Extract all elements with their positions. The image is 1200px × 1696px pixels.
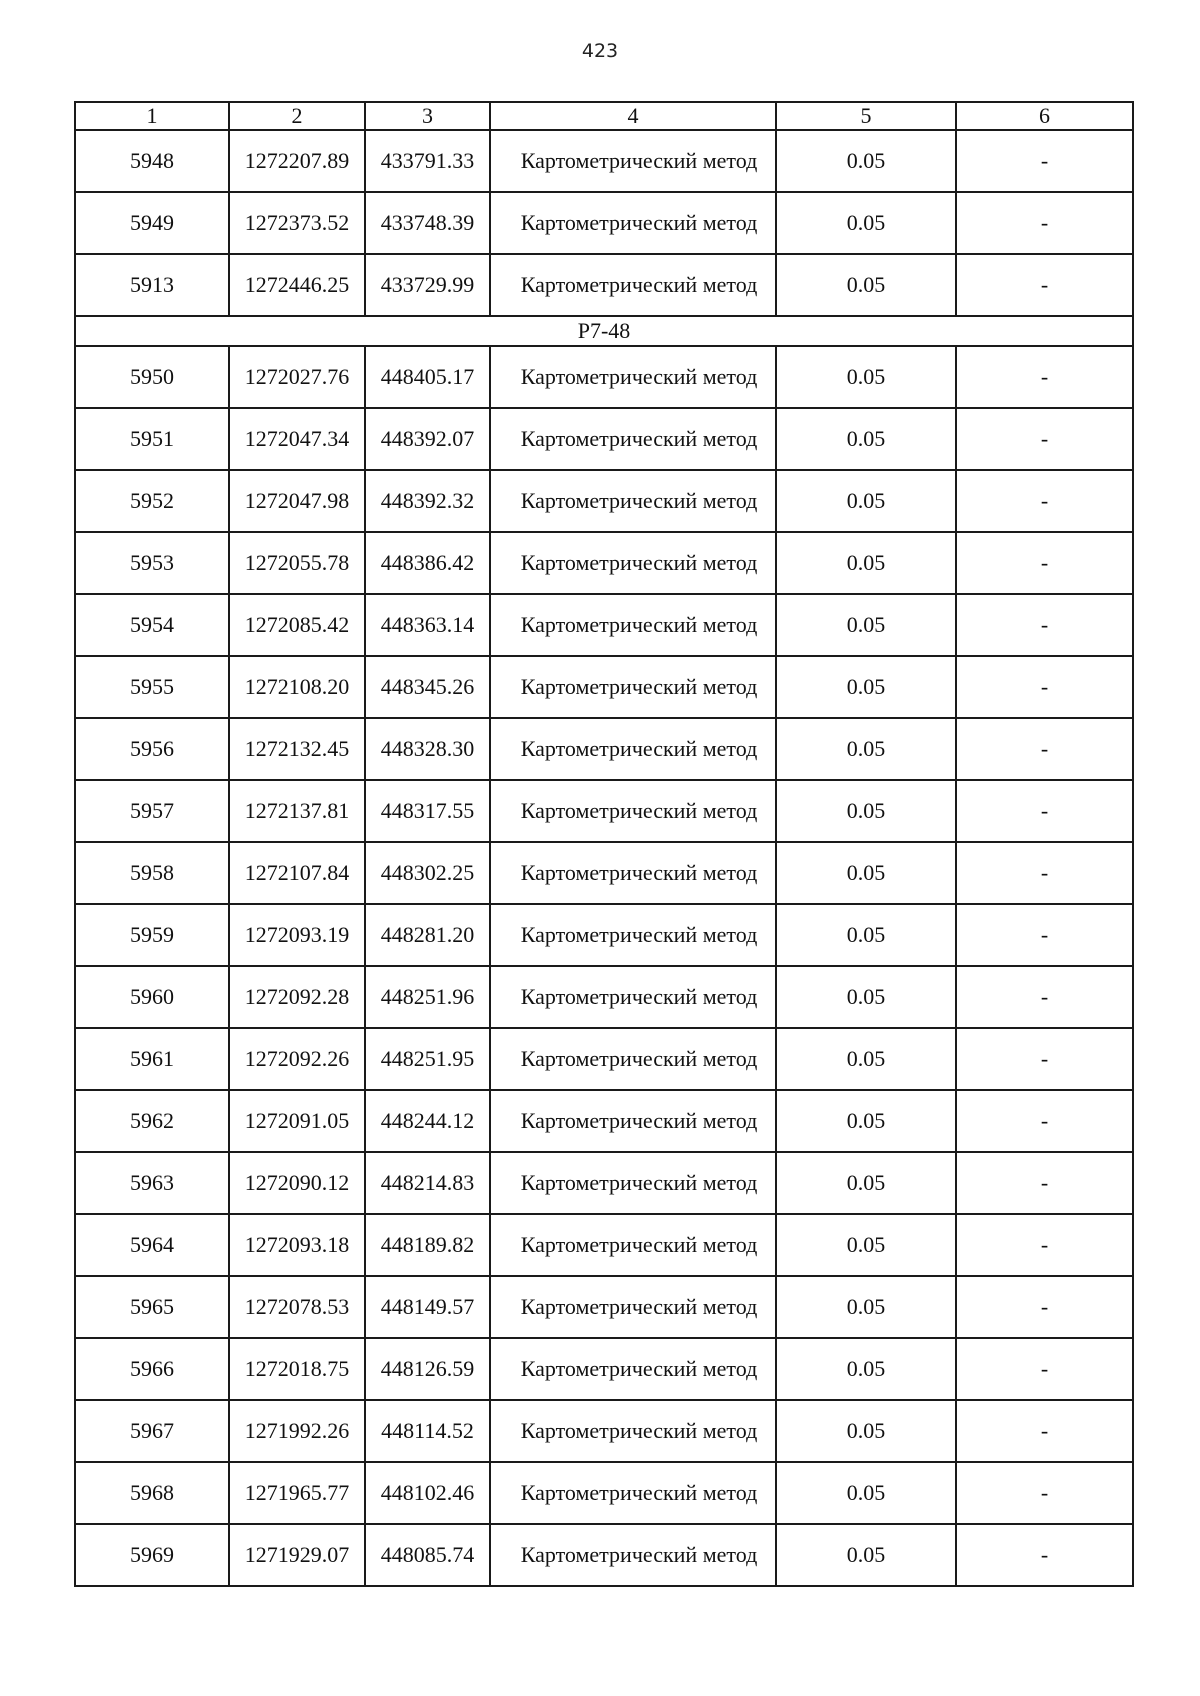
method-cell: Картометрический метод (490, 1152, 776, 1214)
x-coordinate-cell: 1272018.75 (229, 1338, 365, 1400)
x-coordinate-cell: 1272090.12 (229, 1152, 365, 1214)
point-number-cell: 5960 (75, 966, 229, 1028)
accuracy-cell: 0.05 (776, 1214, 956, 1276)
y-coordinate-cell: 448363.14 (365, 594, 490, 656)
note-cell: - (956, 656, 1133, 718)
y-coordinate-cell: 448302.25 (365, 842, 490, 904)
y-coordinate-cell: 448126.59 (365, 1338, 490, 1400)
note-cell: - (956, 842, 1133, 904)
table-row (75, 1152, 1133, 1214)
table-row (75, 1028, 1133, 1090)
x-coordinate-cell: 1272092.28 (229, 966, 365, 1028)
point-number-cell: 5954 (75, 594, 229, 656)
y-coordinate-cell: 448214.83 (365, 1152, 490, 1214)
y-coordinate-cell: 448281.20 (365, 904, 490, 966)
method-cell: Картометрический метод (490, 1462, 776, 1524)
table-row (75, 470, 1133, 532)
method-cell: Картометрический метод (490, 408, 776, 470)
note-cell: - (956, 966, 1133, 1028)
note-cell: - (956, 594, 1133, 656)
point-number-cell: 5965 (75, 1276, 229, 1338)
y-coordinate-cell: 433729.99 (365, 254, 490, 316)
note-cell: - (956, 780, 1133, 842)
table-row (75, 656, 1133, 718)
column-header: 1 (75, 102, 229, 130)
column-header: 2 (229, 102, 365, 130)
note-cell: - (956, 1338, 1133, 1400)
note-cell: - (956, 192, 1133, 254)
table-body (75, 130, 1133, 1586)
accuracy-cell: 0.05 (776, 130, 956, 192)
coordinates-table (74, 101, 1134, 1587)
accuracy-cell: 0.05 (776, 1090, 956, 1152)
x-coordinate-cell: 1272092.26 (229, 1028, 365, 1090)
point-number-cell: 5968 (75, 1462, 229, 1524)
section-title: Р7-48 (75, 316, 1133, 346)
accuracy-cell: 0.05 (776, 1028, 956, 1090)
note-cell: - (956, 346, 1133, 408)
column-header: 3 (365, 102, 490, 130)
y-coordinate-cell: 448189.82 (365, 1214, 490, 1276)
table-row (75, 408, 1133, 470)
note-cell: - (956, 718, 1133, 780)
table-row (75, 1276, 1133, 1338)
x-coordinate-cell: 1272027.76 (229, 346, 365, 408)
note-cell: - (956, 1214, 1133, 1276)
method-cell: Картометрический метод (490, 532, 776, 594)
column-header: 6 (956, 102, 1133, 130)
accuracy-cell: 0.05 (776, 718, 956, 780)
accuracy-cell: 0.05 (776, 532, 956, 594)
point-number-cell: 5967 (75, 1400, 229, 1462)
accuracy-cell: 0.05 (776, 1276, 956, 1338)
method-cell: Картометрический метод (490, 470, 776, 532)
point-number-cell: 5951 (75, 408, 229, 470)
point-number-cell: 5958 (75, 842, 229, 904)
y-coordinate-cell: 448405.17 (365, 346, 490, 408)
table-row (75, 780, 1133, 842)
note-cell: - (956, 1028, 1133, 1090)
point-number-cell: 5948 (75, 130, 229, 192)
accuracy-cell: 0.05 (776, 842, 956, 904)
accuracy-cell: 0.05 (776, 192, 956, 254)
method-cell: Картометрический метод (490, 130, 776, 192)
method-cell: Картометрический метод (490, 1028, 776, 1090)
point-number-cell: 5963 (75, 1152, 229, 1214)
y-coordinate-cell: 433748.39 (365, 192, 490, 254)
accuracy-cell: 0.05 (776, 1524, 956, 1586)
x-coordinate-cell: 1272047.34 (229, 408, 365, 470)
note-cell: - (956, 1090, 1133, 1152)
table-row (75, 1400, 1133, 1462)
point-number-cell: 5961 (75, 1028, 229, 1090)
method-cell: Картометрический метод (490, 1338, 776, 1400)
table-row (75, 1090, 1133, 1152)
accuracy-cell: 0.05 (776, 1462, 956, 1524)
method-cell: Картометрический метод (490, 656, 776, 718)
y-coordinate-cell: 448392.32 (365, 470, 490, 532)
method-cell: Картометрический метод (490, 254, 776, 316)
point-number-cell: 5964 (75, 1214, 229, 1276)
note-cell: - (956, 532, 1133, 594)
table-header-row (75, 102, 1133, 130)
column-header: 4 (490, 102, 776, 130)
accuracy-cell: 0.05 (776, 1400, 956, 1462)
point-number-cell: 5962 (75, 1090, 229, 1152)
accuracy-cell: 0.05 (776, 1152, 956, 1214)
table-row (75, 130, 1133, 192)
method-cell: Картометрический метод (490, 1090, 776, 1152)
x-coordinate-cell: 1272093.18 (229, 1214, 365, 1276)
point-number-cell: 5952 (75, 470, 229, 532)
point-number-cell: 5913 (75, 254, 229, 316)
method-cell: Картометрический метод (490, 780, 776, 842)
note-cell: - (956, 904, 1133, 966)
point-number-cell: 5956 (75, 718, 229, 780)
method-cell: Картометрический метод (490, 1214, 776, 1276)
table-row (75, 718, 1133, 780)
table-row (75, 842, 1133, 904)
method-cell: Картометрический метод (490, 1276, 776, 1338)
method-cell: Картометрический метод (490, 718, 776, 780)
y-coordinate-cell: 448114.52 (365, 1400, 490, 1462)
note-cell: - (956, 1400, 1133, 1462)
section-title-row (75, 316, 1133, 346)
table-row (75, 904, 1133, 966)
x-coordinate-cell: 1272207.89 (229, 130, 365, 192)
page-number: 423 (581, 40, 619, 62)
table-row (75, 594, 1133, 656)
y-coordinate-cell: 448244.12 (365, 1090, 490, 1152)
x-coordinate-cell: 1272055.78 (229, 532, 365, 594)
y-coordinate-cell: 448345.26 (365, 656, 490, 718)
table-row (75, 1462, 1133, 1524)
x-coordinate-cell: 1272093.19 (229, 904, 365, 966)
point-number-cell: 5969 (75, 1524, 229, 1586)
note-cell: - (956, 408, 1133, 470)
note-cell: - (956, 1276, 1133, 1338)
y-coordinate-cell: 448251.95 (365, 1028, 490, 1090)
x-coordinate-cell: 1272085.42 (229, 594, 365, 656)
point-number-cell: 5953 (75, 532, 229, 594)
method-cell: Картометрический метод (490, 966, 776, 1028)
note-cell: - (956, 254, 1133, 316)
point-number-cell: 5966 (75, 1338, 229, 1400)
x-coordinate-cell: 1271992.26 (229, 1400, 365, 1462)
accuracy-cell: 0.05 (776, 470, 956, 532)
accuracy-cell: 0.05 (776, 966, 956, 1028)
point-number-cell: 5957 (75, 780, 229, 842)
note-cell: - (956, 1462, 1133, 1524)
x-coordinate-cell: 1271965.77 (229, 1462, 365, 1524)
table-row (75, 532, 1133, 594)
table-row (75, 346, 1133, 408)
table-row (75, 1338, 1133, 1400)
note-cell: - (956, 130, 1133, 192)
x-coordinate-cell: 1272132.45 (229, 718, 365, 780)
y-coordinate-cell: 448392.07 (365, 408, 490, 470)
accuracy-cell: 0.05 (776, 346, 956, 408)
x-coordinate-cell: 1272373.52 (229, 192, 365, 254)
x-coordinate-cell: 1272446.25 (229, 254, 365, 316)
y-coordinate-cell: 448328.30 (365, 718, 490, 780)
table-row (75, 1214, 1133, 1276)
table-row (75, 192, 1133, 254)
point-number-cell: 5949 (75, 192, 229, 254)
point-number-cell: 5959 (75, 904, 229, 966)
x-coordinate-cell: 1272108.20 (229, 656, 365, 718)
method-cell: Картометрический метод (490, 192, 776, 254)
x-coordinate-cell: 1271929.07 (229, 1524, 365, 1586)
accuracy-cell: 0.05 (776, 1338, 956, 1400)
y-coordinate-cell: 448317.55 (365, 780, 490, 842)
x-coordinate-cell: 1272047.98 (229, 470, 365, 532)
accuracy-cell: 0.05 (776, 904, 956, 966)
note-cell: - (956, 1152, 1133, 1214)
table-row (75, 1524, 1133, 1586)
x-coordinate-cell: 1272078.53 (229, 1276, 365, 1338)
y-coordinate-cell: 448251.96 (365, 966, 490, 1028)
column-header: 5 (776, 102, 956, 130)
accuracy-cell: 0.05 (776, 254, 956, 316)
method-cell: Картометрический метод (490, 842, 776, 904)
point-number-cell: 5955 (75, 656, 229, 718)
y-coordinate-cell: 448386.42 (365, 532, 490, 594)
accuracy-cell: 0.05 (776, 594, 956, 656)
y-coordinate-cell: 448102.46 (365, 1462, 490, 1524)
method-cell: Картометрический метод (490, 346, 776, 408)
note-cell: - (956, 470, 1133, 532)
y-coordinate-cell: 448149.57 (365, 1276, 490, 1338)
x-coordinate-cell: 1272107.84 (229, 842, 365, 904)
accuracy-cell: 0.05 (776, 780, 956, 842)
x-coordinate-cell: 1272137.81 (229, 780, 365, 842)
note-cell: - (956, 1524, 1133, 1586)
x-coordinate-cell: 1272091.05 (229, 1090, 365, 1152)
y-coordinate-cell: 433791.33 (365, 130, 490, 192)
method-cell: Картометрический метод (490, 1524, 776, 1586)
point-number-cell: 5950 (75, 346, 229, 408)
table-row (75, 966, 1133, 1028)
method-cell: Картометрический метод (490, 1400, 776, 1462)
table-row (75, 254, 1133, 316)
y-coordinate-cell: 448085.74 (365, 1524, 490, 1586)
method-cell: Картометрический метод (490, 904, 776, 966)
method-cell: Картометрический метод (490, 594, 776, 656)
accuracy-cell: 0.05 (776, 408, 956, 470)
accuracy-cell: 0.05 (776, 656, 956, 718)
